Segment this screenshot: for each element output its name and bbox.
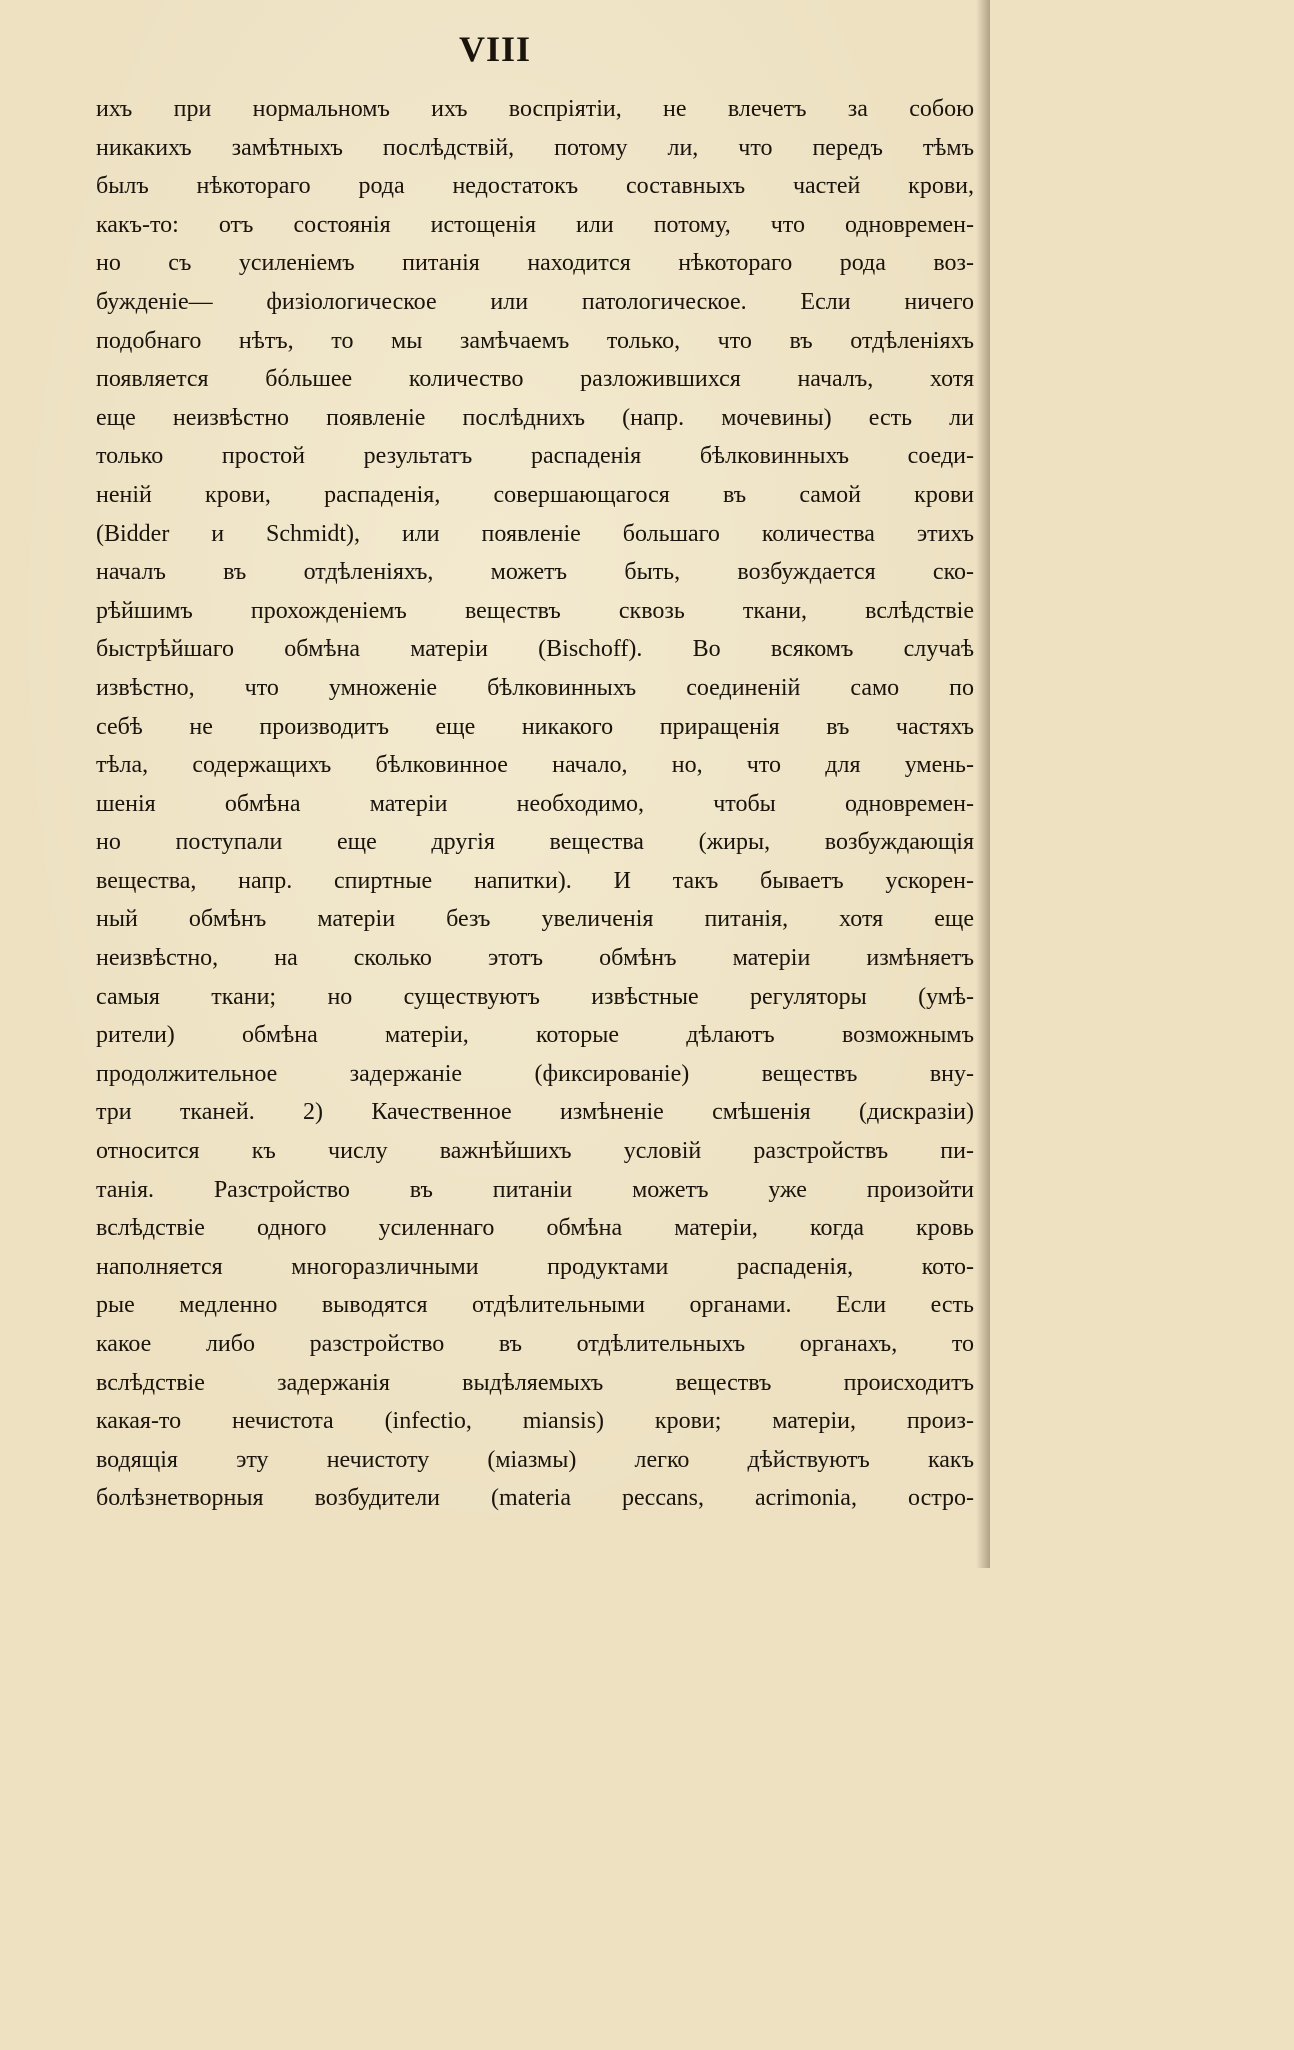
text-line: (Bidder и Schmidt), или появленіе большаго количества этихъ: [96, 520, 974, 547]
text-line: но съ усиленіемъ питанія находится нѣкотораго рода воз-: [96, 250, 974, 277]
text-line: извѣстно, что умноженіе бѣлковинныхъ соединеній само по: [96, 674, 974, 701]
text-line: началъ въ отдѣленіяхъ, можетъ быть, возбуждается ско-: [96, 559, 974, 586]
text-line: какъ-то: отъ состоянія истощенія или потому, что одновремен-: [96, 211, 974, 238]
text-line: еще неизвѣстно появленіе послѣднихъ (напр. мочевины) есть ли: [96, 404, 974, 431]
text-line: наполняется многоразличными продуктами распаденія, кото-: [96, 1253, 974, 1280]
text-line: но поступали еще другія вещества (жиры, возбуждающія: [96, 829, 974, 856]
text-line: былъ нѣкотораго рода недостатокъ составныхъ частей крови,: [96, 173, 974, 200]
body-text: [96, 90, 974, 1518]
text-line: подобнаго нѣтъ, то мы замѣчаемъ только, что въ отдѣленіяхъ: [96, 327, 974, 354]
text-line: вслѣдствіе задержанія выдѣляемыхъ веществъ происходитъ: [96, 1369, 974, 1396]
text-line: какое либо разстройство въ отдѣлительныхъ органахъ, то: [96, 1331, 974, 1357]
text-line: вещества, напр. спиртные напитки). И такъ бываетъ ускорен-: [96, 867, 974, 894]
text-line: водящія эту нечистоту (міазмы) легко дѣйствуютъ какъ: [96, 1446, 974, 1473]
text-line: вслѣдствіе одного усиленнаго обмѣна матеріи, когда кровь: [96, 1215, 974, 1242]
text-line: только простой результатъ распаденія бѣлковинныхъ соеди-: [96, 443, 974, 470]
text-line: неній крови, распаденія, совершающагося въ самой крови: [96, 481, 974, 508]
text-line: бужденіе— физіологическое или патологическое. Если ничего: [96, 288, 974, 315]
text-line: какая-то нечистота (infectio, miansis) крови; матеріи, произ-: [96, 1408, 974, 1435]
text-line: появляется бóльшее количество разложившихся началъ, хотя: [96, 366, 974, 393]
text-line: неизвѣстно, на сколько этотъ обмѣнъ матеріи измѣняетъ: [96, 945, 974, 972]
text-line: быстрѣйшаго обмѣна матеріи (Bischoff). Во всякомъ случаѣ: [96, 636, 974, 663]
text-line: рѣйшимъ прохожденіемъ веществъ сквозь ткани, вслѣдствіе: [96, 597, 974, 624]
text-line: продолжительное задержаніе (фиксированіе) веществъ вну-: [96, 1060, 974, 1087]
page-number: VIII: [458, 29, 532, 69]
text-line: ихъ при нормальномъ ихъ воспріятіи, не влечетъ за собою: [96, 96, 974, 122]
text-line: относится къ числу важнѣйшихъ условій разстройствъ пи-: [96, 1138, 974, 1165]
text-line: ный обмѣнъ матеріи безъ увеличенія питанія, хотя еще: [96, 906, 974, 933]
text-line: три тканей. 2) Качественное измѣненіе смѣшенія (дискразіи): [96, 1099, 974, 1126]
text-line: рители) обмѣна матеріи, которые дѣлаютъ возможнымъ: [96, 1022, 974, 1049]
text-line: болѣзнетворныя возбудители (materia peccans, acrimonia, остро-: [96, 1485, 974, 1512]
text-line: рые медленно выводятся отдѣлительными органами. Если есть: [96, 1292, 974, 1319]
text-line: самыя ткани; но существуютъ извѣстные регуляторы (умѣ-: [96, 983, 974, 1010]
text-line: себѣ не производитъ еще никакого приращенія въ частяхъ: [96, 713, 974, 740]
page-edge-shadow: [976, 0, 990, 1568]
text-line: танія. Разстройство въ питаніи можетъ уже произойти: [96, 1176, 974, 1203]
text-line: никакихъ замѣтныхъ послѣдствій, потому ли, что передъ тѣмъ: [96, 134, 974, 161]
text-line: тѣла, содержащихъ бѣлковинное начало, но, что для умень-: [96, 752, 974, 779]
text-line: шенія обмѣна матеріи необходимо, чтобы одновремен-: [96, 790, 974, 817]
